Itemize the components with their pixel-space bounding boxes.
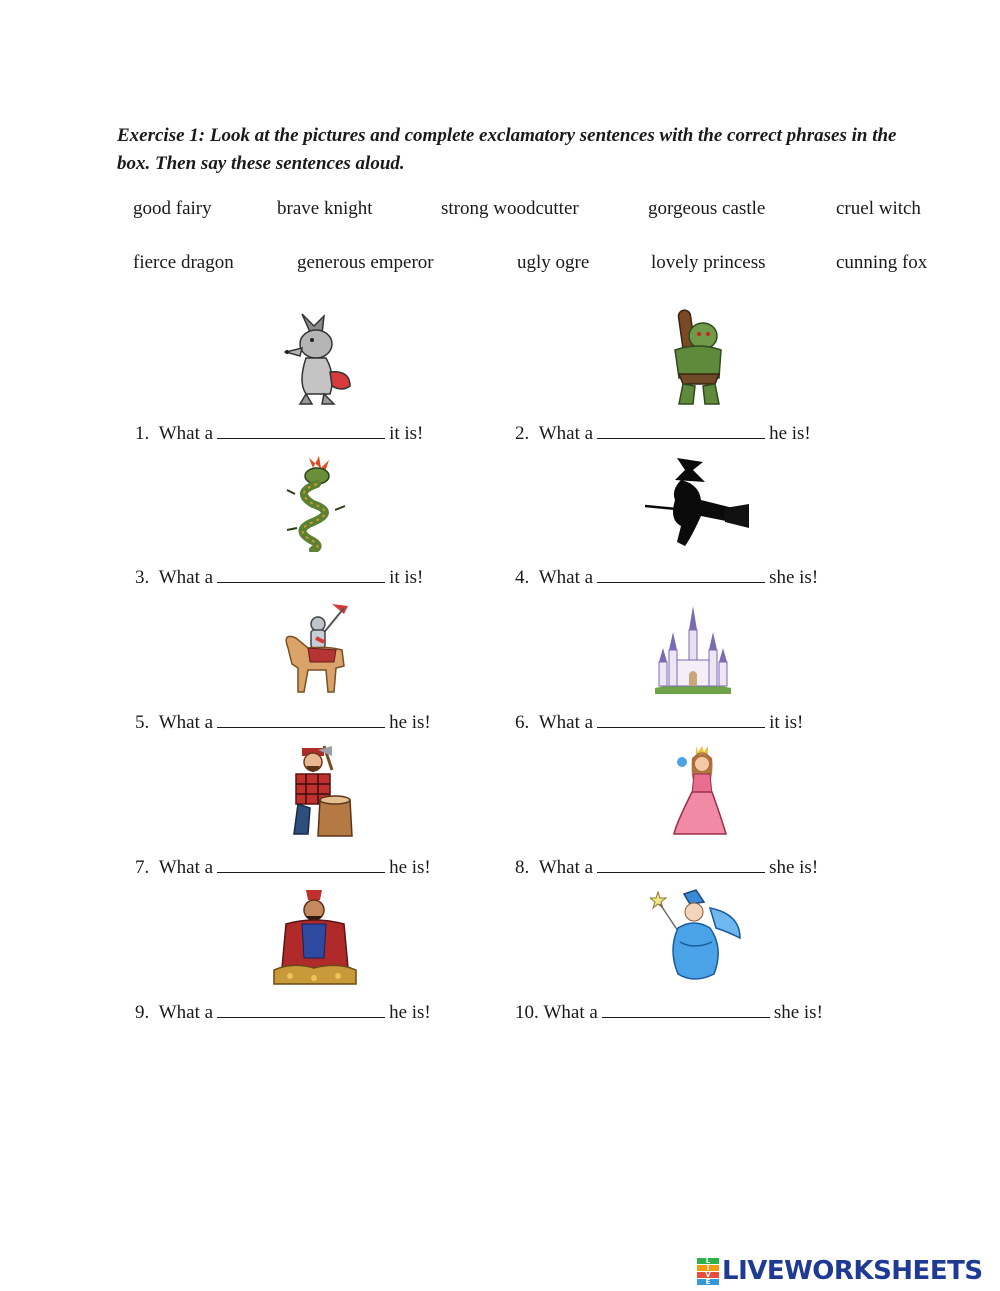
answer-blank-6[interactable] bbox=[597, 709, 765, 728]
sentence-3 bbox=[135, 564, 423, 589]
answer-blank-9[interactable] bbox=[217, 999, 385, 1018]
sentence-suffix: it is! bbox=[769, 712, 804, 733]
sentence-prefix: What a bbox=[158, 712, 214, 733]
sentence-7 bbox=[135, 854, 431, 879]
sentence-5 bbox=[135, 709, 431, 734]
princess-illustration bbox=[668, 744, 730, 838]
answer-blank-10[interactable] bbox=[602, 999, 770, 1018]
word-option[interactable]: gorgeous castle bbox=[648, 198, 766, 219]
emperor-illustration bbox=[272, 888, 358, 986]
word-box-row-1 bbox=[0, 198, 1000, 228]
sentence-suffix: he is! bbox=[769, 423, 811, 444]
sentence-prefix: What a bbox=[538, 857, 594, 878]
word-option[interactable]: cunning fox bbox=[836, 252, 928, 273]
word-option[interactable]: cruel witch bbox=[836, 198, 921, 219]
sentence-prefix: What a bbox=[158, 567, 214, 588]
sentence-prefix: What a bbox=[158, 423, 214, 444]
answer-blank-8[interactable] bbox=[597, 854, 765, 873]
sentence-prefix: What a bbox=[543, 1002, 598, 1023]
answer-blank-2[interactable] bbox=[597, 420, 765, 439]
logo-badge-letter: E bbox=[697, 1279, 719, 1285]
answer-blank-1[interactable] bbox=[217, 420, 385, 439]
sentence-number: 8. bbox=[515, 857, 530, 878]
logo-badge-icon bbox=[697, 1258, 719, 1284]
logo-text: LIVEWORKSHEETS bbox=[722, 1256, 983, 1286]
word-option[interactable]: lovely princess bbox=[651, 252, 766, 273]
logo-badge-letter: L bbox=[697, 1258, 719, 1264]
sentence-number: 3. bbox=[135, 567, 150, 588]
logo-badge-letter: V bbox=[697, 1272, 719, 1278]
sentence-prefix: What a bbox=[158, 857, 214, 878]
knight-illustration bbox=[278, 602, 356, 696]
word-option[interactable]: brave knight bbox=[277, 198, 373, 219]
sentence-number: 10. bbox=[515, 1002, 539, 1023]
sentence-9 bbox=[135, 999, 431, 1024]
sentence-2 bbox=[515, 420, 811, 445]
sentence-suffix: she is! bbox=[769, 567, 819, 588]
sentence-prefix: What a bbox=[538, 712, 594, 733]
word-option[interactable]: strong woodcutter bbox=[441, 198, 579, 219]
answer-blank-4[interactable] bbox=[597, 564, 765, 583]
word-option[interactable]: fierce dragon bbox=[133, 252, 234, 273]
woodcutter-illustration bbox=[280, 744, 354, 840]
word-option[interactable]: generous emperor bbox=[297, 252, 434, 273]
sentence-suffix: she is! bbox=[773, 1002, 823, 1023]
sentence-suffix: she is! bbox=[769, 857, 819, 878]
answer-blank-3[interactable] bbox=[217, 564, 385, 583]
sentence-10 bbox=[515, 999, 823, 1024]
sentence-suffix: he is! bbox=[389, 857, 431, 878]
sentence-4 bbox=[515, 564, 818, 589]
dragon-illustration bbox=[283, 454, 349, 552]
liveworksheets-logo bbox=[697, 1254, 983, 1288]
sentence-suffix: it is! bbox=[389, 423, 424, 444]
answer-blank-7[interactable] bbox=[217, 854, 385, 873]
sentence-suffix: it is! bbox=[389, 567, 424, 588]
sentence-prefix: What a bbox=[538, 423, 594, 444]
sentence-number: 1. bbox=[135, 423, 150, 444]
sentence-6 bbox=[515, 709, 803, 734]
logo-badge-letter: I bbox=[697, 1265, 719, 1271]
sentence-number: 9. bbox=[135, 1002, 150, 1023]
sentence-suffix: he is! bbox=[389, 1002, 431, 1023]
sentence-number: 4. bbox=[515, 567, 530, 588]
sentence-prefix: What a bbox=[538, 567, 594, 588]
sentence-8 bbox=[515, 854, 818, 879]
sentence-number: 2. bbox=[515, 423, 530, 444]
sentence-prefix: What a bbox=[158, 1002, 214, 1023]
ogre-illustration bbox=[655, 308, 735, 408]
sentence-suffix: he is! bbox=[389, 712, 431, 733]
sentence-number: 7. bbox=[135, 857, 150, 878]
sentence-number: 6. bbox=[515, 712, 530, 733]
word-option[interactable]: good fairy bbox=[133, 198, 212, 219]
exercise-instructions: Exercise 1: Look at the pictures and complete exclamatory sentences with the correct phrases in the box. Then say these sentences aloud. bbox=[117, 125, 897, 174]
castle-illustration bbox=[655, 600, 731, 694]
word-option[interactable]: ugly ogre bbox=[517, 252, 590, 273]
fairy-illustration bbox=[650, 888, 746, 984]
fox-illustration bbox=[280, 312, 356, 408]
sentence-1 bbox=[135, 420, 423, 445]
word-box-row-2 bbox=[0, 252, 1000, 282]
witch-illustration bbox=[645, 456, 751, 548]
answer-blank-5[interactable] bbox=[217, 709, 385, 728]
sentence-number: 5. bbox=[135, 712, 150, 733]
